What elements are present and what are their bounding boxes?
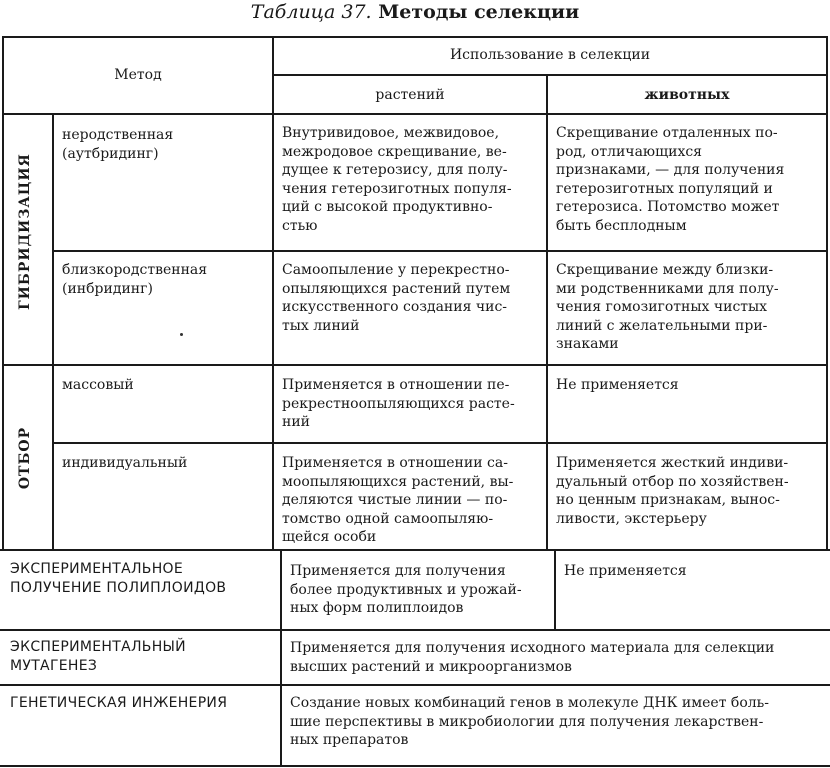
header-plants: растений <box>375 87 445 103</box>
polyploid-method: ЭКСПЕРИМЕНТАЛЬНОЕ ПОЛУЧЕНИЕ ПОЛИПЛОИДОВ <box>10 561 227 596</box>
row4-plants: Применяется в отношении са- моопыляющихся растений, вы- деляются чистые линии — по- томство одной самоопыляю- щейся особи <box>282 455 514 545</box>
rule-header-mid <box>272 74 828 76</box>
rule-polyploid-bottom <box>0 629 830 631</box>
rule-wide-plants <box>554 549 556 631</box>
genetic-engineering-method: ГЕНЕТИЧЕСКАЯ ИНЖЕНЕРИЯ <box>10 695 228 711</box>
row3-plants: Применяется в отношении пе- рекрестноопыляющихся расте- ний <box>282 377 515 430</box>
header-animals: животных <box>644 87 730 103</box>
row1-method: неродственная (аутбридинг) <box>62 127 174 162</box>
genetic-engineering-usage: Создание новых комбинаций генов в молекуле ДНК имеет боль- шие перспективы в микробиологии для получения лекарствен- ных препаратов <box>290 695 770 748</box>
header-method: Метод <box>114 67 162 83</box>
group-selection: ОТБОР <box>17 426 33 490</box>
polyploid-animals: Не применяется <box>564 563 687 579</box>
mutagenesis-usage: Применяется для получения исходного материала для селекции высших растений и микроорганизмов <box>290 640 775 675</box>
row3-method: массовый <box>62 377 134 393</box>
table-caption: Методы селекции <box>378 1 580 23</box>
stray-dot <box>180 333 183 336</box>
rule-selection-bottom <box>0 549 830 551</box>
rule-plants <box>546 74 548 551</box>
row2-method: близкородственная (инбридинг) <box>62 262 208 297</box>
row2-animals: Скрещивание между близки- ми родственниками для полу- чения гомозиготных чистых линий с желательными при- знаками <box>556 262 779 352</box>
rule-method <box>272 36 274 551</box>
rule-mutagenesis-bottom <box>0 684 830 686</box>
mutagenesis-method: ЭКСПЕРИМЕНТАЛЬНЫЙ МУТАГЕНЕЗ <box>10 639 186 674</box>
rule-wide-method <box>280 549 282 767</box>
polyploid-plants: Применяется для получения более продуктивных и урожай- ных форм полиплоидов <box>290 563 522 616</box>
rule-right <box>826 36 828 551</box>
row1-plants: Внутривидовое, межвидовое, межродовое скрещивание, ве- дущее к гетерозису, для полу- чения гетерозиготных популя- ций с высокой продуктивно- стью <box>282 125 512 234</box>
rule-group <box>52 113 54 551</box>
row3-animals: Не применяется <box>556 377 679 393</box>
rule-top <box>2 36 828 38</box>
row4-method: индивидуальный <box>62 455 188 471</box>
rule-row1-bottom <box>52 250 828 252</box>
header-usage: Использование в селекции <box>449 47 651 63</box>
table-number: Таблица 37. <box>250 1 372 23</box>
row2-plants: Самоопыление у перекрестно- опыляющихся растений путем искусственного создания чис- тых линий <box>282 262 511 334</box>
table-title <box>0 0 830 34</box>
rule-bottom <box>0 765 830 767</box>
row1-animals: Скрещивание отдаленных по- род, отличающихся признаками, — для получения гетерозиготных популяций и гетерозиса. Потомство может быть бесплодным <box>556 125 785 234</box>
row4-animals: Применяется жесткий индиви- дуальный отбор по хозяйствен- но ценным признакам, вынос- ливости, экстерьеру <box>556 455 789 527</box>
rule-left <box>2 36 4 551</box>
rule-header-bottom <box>2 113 828 115</box>
rule-row3-bottom <box>52 442 828 444</box>
group-hybridization: ГИБРИДИЗАЦИЯ <box>17 153 33 310</box>
rule-hybrid-bottom <box>2 364 828 366</box>
